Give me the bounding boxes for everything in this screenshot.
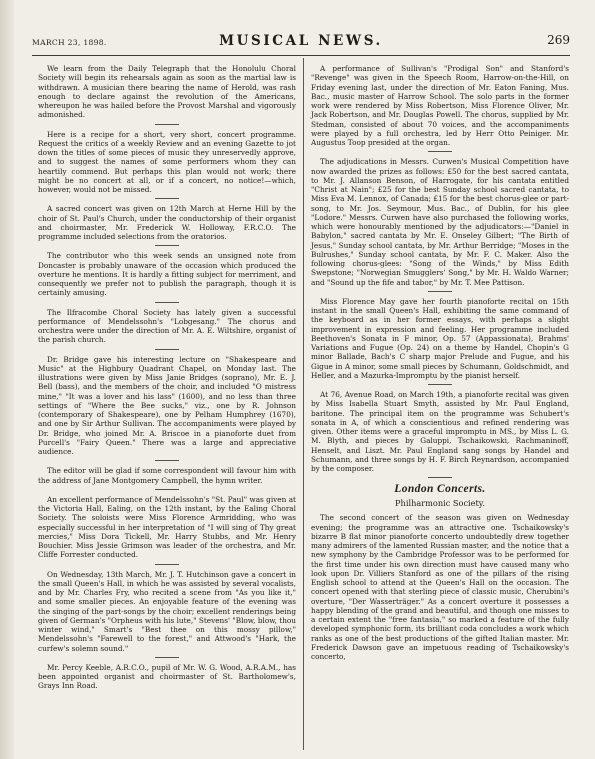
separator-rule [155, 657, 179, 658]
right-column [311, 64, 569, 661]
paragraph-keeble: Mr. Percy Keeble, A.R.C.O., pupil of Mr. W. G. Wood, A.R.A.M., has been appointed organist and choirmaster of St. Bartholomew's, Grays Inn Road. [38, 662, 296, 691]
paragraph-curwen: The adjudications in Messrs. Curwen's Musical Competition have now awarded the prizes as follows: £50 for the best sacred cantata, to Mr. J. Allanson Benson, of Harrogate, for his cantata entitled "Christ at Nain"; £25 for the best Sunday school sacred cantata, to Miss Eva M. Lennox, of Canada; £15 for the best chorus-glee or part-song, to Mr. Jos. Seymour, Mus. Bac., of Dublin, for his glee "Lodore." Messrs. Curwen have also purchased the following works, which were honourably mentioned by the adjudicators:—"Daniel in Babylon," sacred cantata by Mr. E. Onseley Gilbert; "The Birth of Jesus," Sunday school cantata, by Mr. Arthur Berridge; "Moses in the Bulrushes," Sunday school cantata, by Mr. F. C. Maker. Also the following chorus-glees: "Song of the Winds," by Miss Edith Swepstone; "Norwegian Smugglers' Song," by Mr. H. Waldo Warner; and "Sound up the fife and tabor," by Mr. T. Mee Pattison. [311, 157, 569, 287]
paragraph-hutchinson: On Wednesday, 13th March, Mr. J. T. Hutchinson gave a concert in the small Queen's Hall, in which he was assisted by several vocalists, and by Mr. Charles Fry, who recited a scene from "As you like it," and some smaller pieces. An enjoyable feature of the evening was the singing of the part-songs by the choir; excellent renderings being given of German's "Orpheus with his lute," Stevens' "Blow, blow, thou winter wind," Smart's "Best thee on this mossy pillow," Mendelssohn's "Farewell to the forest," and Attwood's "Hark, the curfew's solemn sound." [38, 569, 296, 653]
page-number: 269 [547, 33, 570, 47]
separator-rule [155, 489, 179, 490]
separator-rule [155, 124, 179, 125]
separator-rule [155, 302, 179, 303]
header-rule [32, 55, 570, 56]
page-header [32, 30, 570, 52]
issue-date: MARCH 23, 1898. [32, 38, 107, 47]
paragraph-editor-request: The editor will be glad if some correspondent will favour him with the address of Jane Montgomery Campbell, the hymn writer. [38, 466, 296, 485]
section-subheading: Philharmonic Society. [395, 498, 485, 509]
page-binding-shadow [0, 0, 14, 759]
separator-rule [155, 198, 179, 199]
paragraph-st-paul: An excellent performance of Mendelssohn's "St. Paul" was given at the Victoria Hall, Ealing, on the 12th instant, by the Ealing Choral Society. The soloists were Miss Florence Armridding, who was especially successful in her interpretation of "I will sing of Thy great mercies," Miss Dora Tickell, Mr. Harry Stubbs, and Mr. Henry Bouchier. Miss Jessie Grimson was leader of the orchestra, and Mr. Cliffe Forrester conducted. [38, 494, 296, 560]
separator-rule [428, 384, 452, 385]
paragraph-honolulu: We learn from the Daily Telegraph that the Honolulu Choral Society will begin its rehearsals again as soon as the martial law is withdrawn. A musician there bearing the name of Herold, was rash enough to declare against the revolution of the Americans, whereupon he was hailed before the Provost Marshal and vigorously admonished. [38, 64, 296, 120]
separator-rule [155, 245, 179, 246]
column-divider [303, 58, 304, 750]
left-column [38, 64, 296, 691]
paragraph-recipe: Here is a recipe for a short, very short, concert programme. Request the critics of a weekly Review and an evening Gazette to jot down the titles of some pieces of music they unreservedly approve, and to suggest the names of some performers whom they can heartily commend. But perhaps this plan would not work; there might be no concert at all, or if a concert, no notice!—which, however, would not be missed. [38, 129, 296, 194]
separator-rule [155, 564, 179, 565]
paragraph-avenue-road: At 76, Avenue Road, on March 19th, a pianoforte recital was given by Miss Isabella Stuart Smyth, assisted by Mr. Paul England, baritone. The principal item on the programme was Schubert's sonata in A, of which a conscientious and refined rendering was given. Other items were a graceful impromptu in MS., by Miss L. G. M. Blyth, and pieces by Galuppi, Tschaikowski, Rachmaninoff, Henselt, and Liszt. Mr. Paul England sang songs by Handel and Schumann, and three songs by H. F. Birch Reynardson, accompanied by the composer. [311, 390, 569, 473]
masthead-title: MUSICAL NEWS. [219, 33, 383, 49]
paragraph-ilfracombe: The Ilfracombe Choral Society has lately given a successful performance of Mendelssohn's "Lobgesang." The chorus and orchestra were under the direction of Mr. A. E. Wiltshire, organist of the parish church. [38, 307, 296, 345]
paragraph-herne-hill: A sacred concert was given on 12th March at Herne Hill by the choir of St. Paul's Church, under the conductorship of their organist and choirmaster, Mr. Frederick W. Holloway, F.R.C.O. The programme included selections from the oratorios. [38, 204, 296, 241]
separator-rule [428, 291, 452, 292]
separator-rule [428, 151, 452, 152]
paragraph-philharmonic: The second concert of the season was given on Wednesday evening; the programme was an attractive one. Tschaikowsky's bizarre B flat minor pianoforte concerto undoubtedly drew together many admirers of the lamented Russian master, and the notice that a new symphony by the Cambridge Professor was to be performed for the first time under his own direction must have caused many who look upon Dr. Villiers Stanford as one of the pillars of the rising English school to attend at the Queen's Hall on the occasion. The concert opened with that sterling piece of classic music, Cherubini's overture, "Der Wasserträger." As a concert overture it possesses a happy blending of the grand and beautiful, and though one misses to a certain extent the "free fantasia," so marked a feature of the fully developed symphonic form, its brilliant coda concludes a work which ranks as one of the best productions of the gifted Italian master. Mr. Frederick Dawson gave an impetuous reading of Tschaikowsky's concerto, [311, 513, 569, 661]
separator-rule [428, 477, 452, 478]
section-heading: London Concerts. [394, 483, 486, 496]
paragraph-harrow: A performance of Sullivan's "Prodigal Son" and Stanford's "Revenge" was given in the Speech Room, Harrow-on-the-Hill, on Friday evening last, under the direction of Mr. Eaton Faning, Mus. Bac., music master of Harrow School. The solo parts in the former work were rendered by Miss Robertson, Miss Florence Oliver, Mr. Jack Robertson, and Mr. Douglas Powell. The chorus, supplied by Mr. Stedman, consisted of about 70 voices, and the accompaniments were played by a full orchestra, led by Herr Otto Peiniger. Mr. Augustus Toop presided at the organ. [311, 64, 569, 147]
paragraph-florence-may: Miss Florence May gave her fourth pianoforte recital on 15th instant in the small Queen's Hall, exhibiting the same command of the keyboard as in her former essays, with perhaps a slight improvement in expression and feeling. Her programme included Beethoven's Sonata in F minor, Op. 57 (Appassionata), Brahms' Variations and Fugue (Op. 24) on a theme by Handel, Chopin's G minor Ballade, Bach's C sharp major Prelude and Fugue, and his Gigue in A minor, some small pieces by Schumann, Goldschmidt, and Heller, and a Mazurka-Impromptu by the pianist herself. [311, 296, 569, 380]
separator-rule [155, 460, 179, 461]
paragraph-dr-bridge: Dr. Bridge gave his interesting lecture on "Shakespeare and Music" at the Highbury Quadrant Chapel, on Monday last. The illustrations were given by Miss Janie Bridges (soprano), Mr. E. J. Bell (bass), and the members of the choir, and included "O mistress mine," "It was a lover and his lass" (1600), and no less than three settings of "Where the Bee sucks," viz., one by R. Johnson (contemporary of Shakespeare), one by Pelham Humphrey (1670), and one by Sir Arthur Sullivan. The accompaniments were played by Dr. Bridge, who joined Mr. A. Briscoe in a pianoforte duet from Purcell's "Fairy Queen." There was a large and appreciative audience. [38, 354, 296, 456]
separator-rule [155, 349, 179, 350]
paragraph-doncaster: The contributor who this week sends an unsigned note from Doncaster is probably unaware of the occasion which produced the overture he mentions. It is hardly a fitting subject for merriment, and consequently we prefer not to publish the paragraph, though it is certainly amusing. [38, 251, 296, 298]
